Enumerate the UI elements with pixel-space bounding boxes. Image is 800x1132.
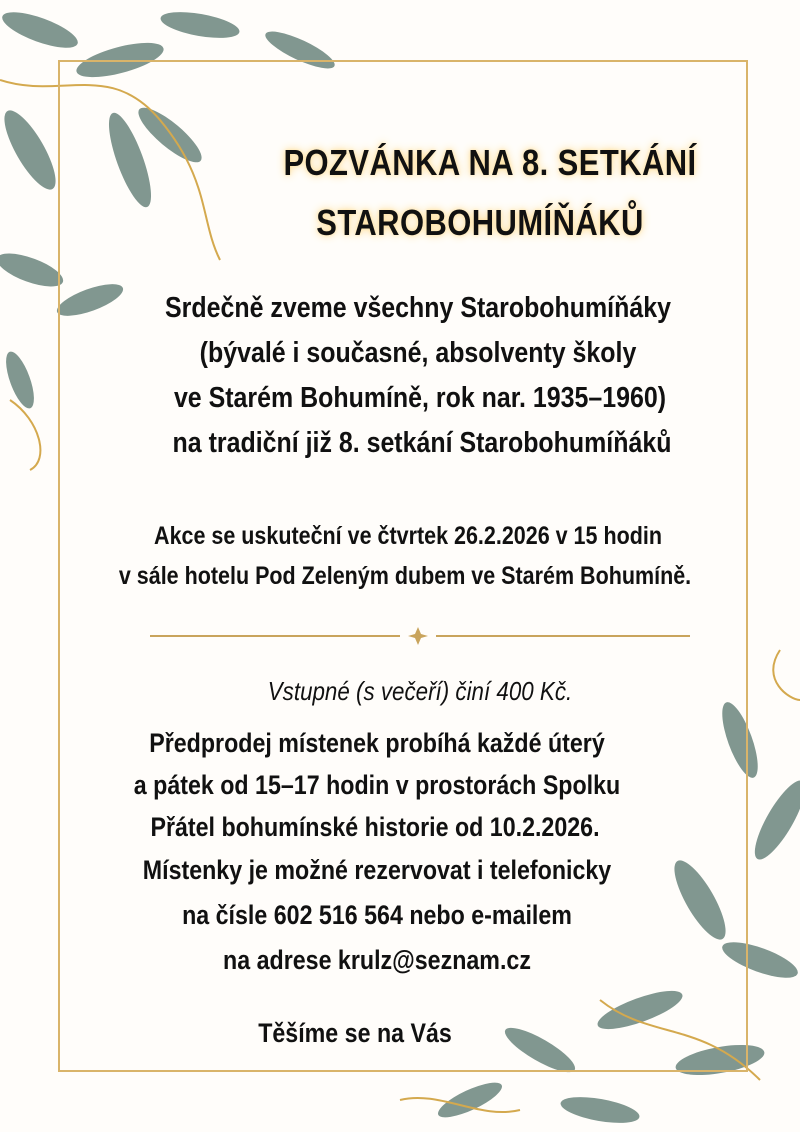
presale-line: Místenky je možné rezervovat i telefonicky <box>142 855 612 885</box>
title-line-2: STAROBOHUMÍŇÁKŮ <box>316 202 644 243</box>
title-line-1: POZVÁNKA NA 8. SETKÁNÍ <box>283 142 697 183</box>
closing-text: Těšíme se na Vás <box>258 1018 452 1048</box>
presale-line: na adrese krulz@seznam.cz <box>223 945 531 975</box>
invitation-line: Srdečně zveme všechny Starobohumíňáky <box>165 292 671 324</box>
event-line: Akce se uskuteční ve čtvrtek 26.2.2026 v 15 hodin <box>154 522 662 550</box>
presale-line: a pátek od 15–17 hodin v prostorách Spolku <box>133 770 621 800</box>
invitation-line: (bývalé i současné, absolventy školy <box>199 337 637 369</box>
invitation-line: ve Starém Bohumíně, rok nar. 1935–1960) <box>173 382 667 414</box>
presale-line: Předprodej místenek probíhá každé úterý <box>149 728 605 758</box>
presale-line: Přátel bohumínské historie od 10.2.2026. <box>150 812 600 842</box>
event-line: v sále hotelu Pod Zeleným dubem ve Starém Bohumíně. <box>118 562 692 590</box>
divider-ornament <box>140 626 700 646</box>
invitation-line: na tradiční již 8. setkání Starobohumíňáků <box>172 427 672 459</box>
admission-text: Vstupné (s večeří) činí 400 Kč. <box>267 676 573 706</box>
presale-line: na čísle 602 516 564 nebo e-mailem <box>182 900 572 930</box>
